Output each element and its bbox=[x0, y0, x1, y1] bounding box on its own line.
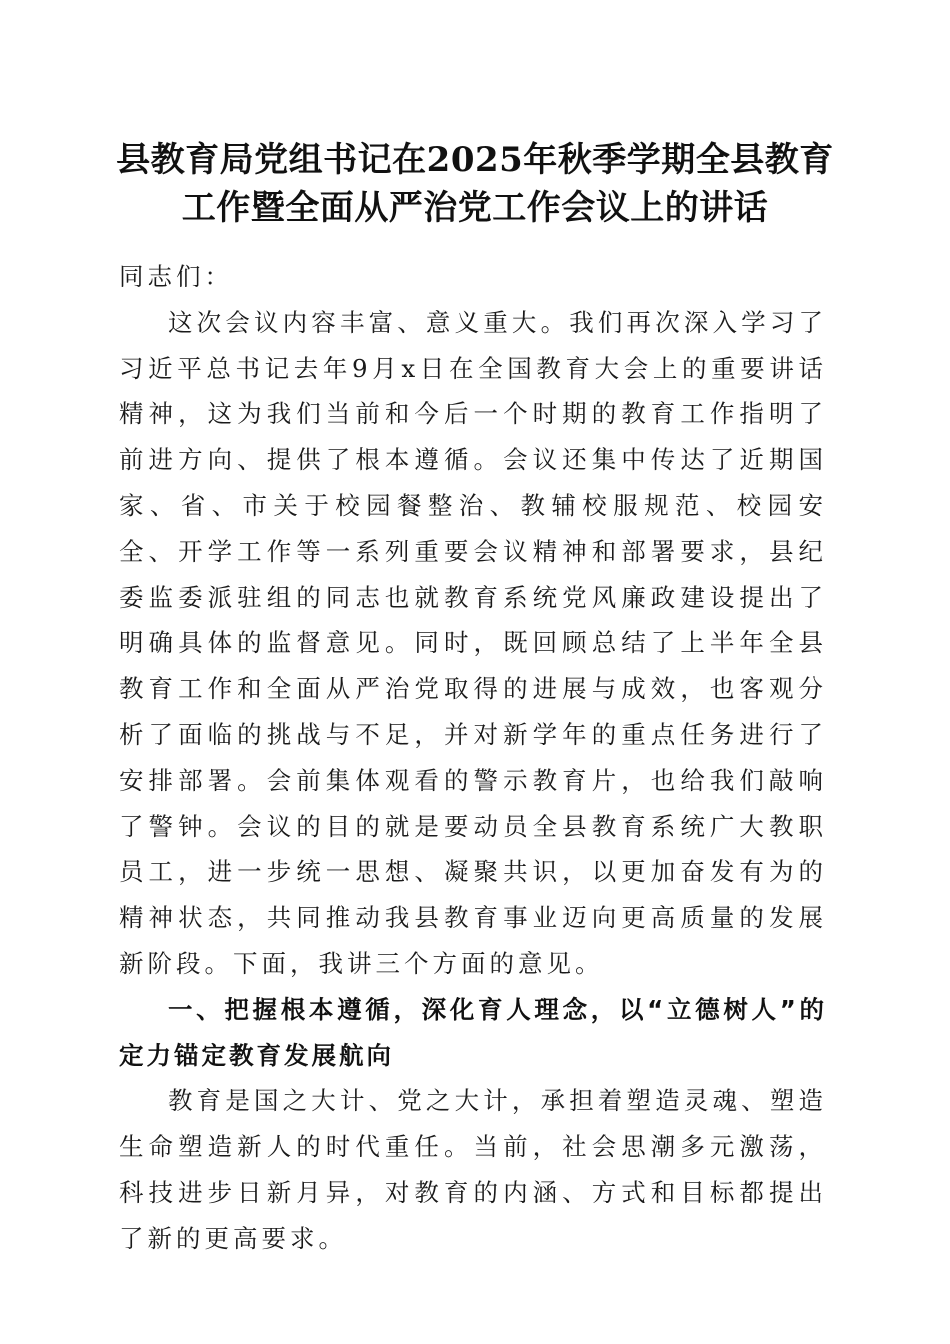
salutation: 同志们： bbox=[119, 262, 233, 291]
opening-paragraph: 这次会议内容丰富、意义重大。我们再次深入学习了习近平总书记去年9月x日在全国教育大会上的重要讲话精神，这为我们当前和今后一个时期的教育工作指明了前进方向、提供了根本遵循。会议还集中传达了近期国家、省、市关于校园餐整治、教辅校服规范、校园安全、开学工作等一系列重要会议精神和部署要求，县纪委监委派驻组的同志也就教育系统党风廉政建设提出了明确具体的监督意见。同时，既回顾总结了上半年全县教育工作和全面从严治党取得的进展与成效，也客观分析了面临的挑战与不足，并对新学年的重点任务进行了安排部署。会前集体观看的警示教育片，也给我们敲响了警钟。会议的目的就是要动员全县教育系统广大教职员工，进一步统一思想、凝聚共识，以更加奋发有为的精神状态，共同推动我县教育事业迈向更高质量的发展新阶段。下面，我讲三个方面的意见。 bbox=[119, 307, 827, 978]
document-title: 县教育局党组书记在2025年秋季学期全县教育工作暨全面从严治党工作会议上的讲话 bbox=[116, 140, 834, 228]
section-paragraph: 教育是国之大计、党之大计，承担着塑造灵魂、塑造生命塑造新人的时代重任。当前，社会思潮多元激荡，科技进步日新月异，对教育的内涵、方式和目标都提出了新的更高要求。 bbox=[119, 1086, 827, 1253]
section-heading: 一、把握根本遵循，深化育人理念，以“立德树人”的定力锚定教育发展航向 bbox=[119, 994, 827, 1070]
document-body bbox=[119, 254, 827, 1262]
